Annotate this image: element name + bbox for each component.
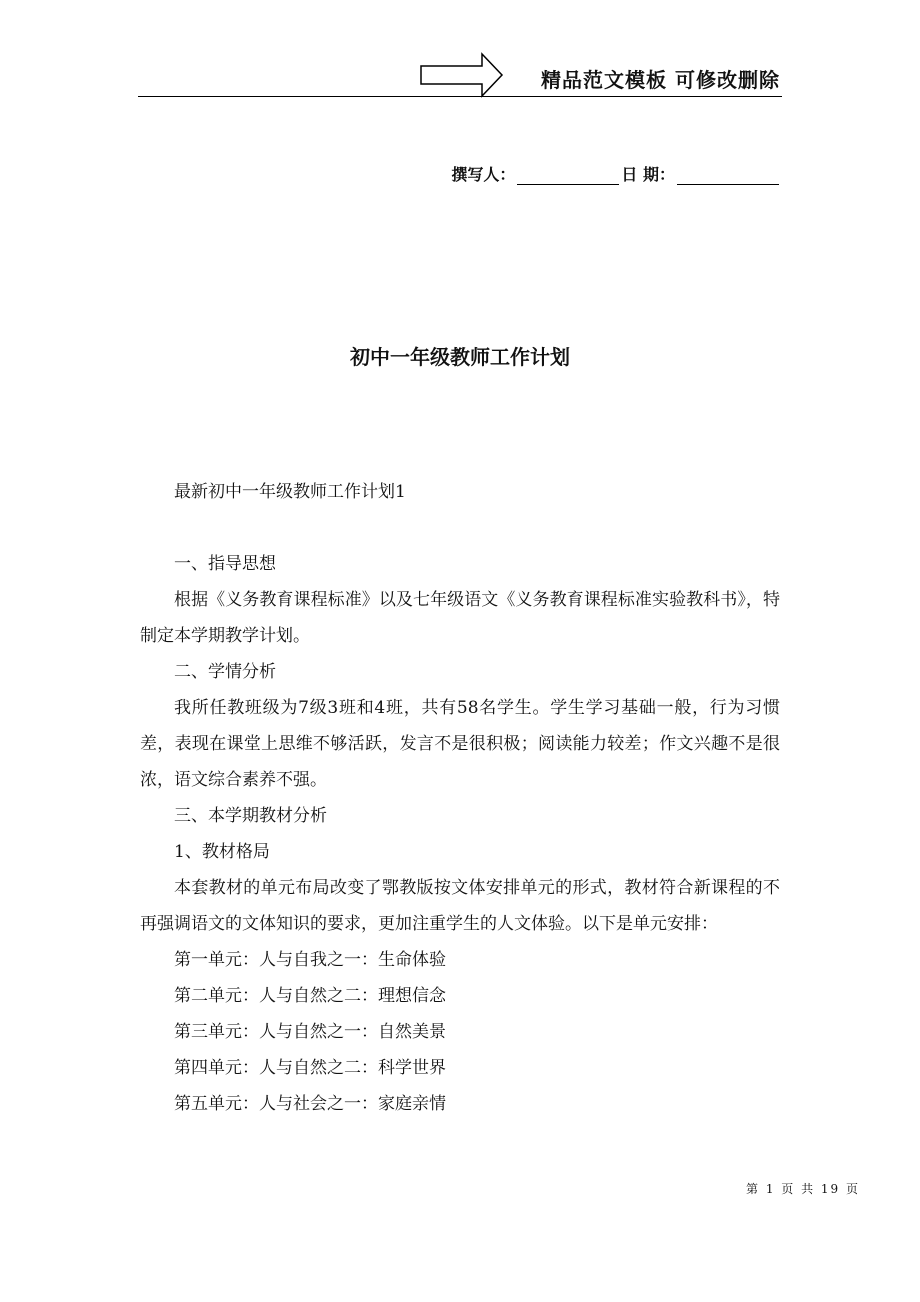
paragraph: 根据《义务教育课程标准》以及七年级语文《义务教育课程标准实验教科书》，特制定本学期教学计划。 xyxy=(140,590,780,646)
document-subtitle: 最新初中一年级教师工作计划1 xyxy=(174,482,406,502)
subsection-heading: 1、教材格局 xyxy=(174,842,270,862)
author-label: 撰写人： xyxy=(451,165,516,184)
paragraph: 我所任教班级为7级3班和4班，共有58名学生。学生学习基础一般，行为习惯差，表现在课堂上思维不够活跃，发言不是很积极；阅读能力较差；作文兴趣不是很浓，语文综合素养不强。 xyxy=(140,698,781,790)
document-title: 初中一年级教师工作计划 xyxy=(350,345,570,369)
unit-item: 第三单元：人与自然之一：自然美景 xyxy=(174,1022,446,1042)
unit-item: 第四单元：人与自然之二：科学世界 xyxy=(174,1058,446,1078)
paragraph: 本套教材的单元布局改变了鄂教版按文体安排单元的形式，教材符合新课程的不再强调语文的文体知识的要求，更加注重学生的人文体验。以下是单元安排： xyxy=(140,878,780,934)
section-heading: 二、学情分析 xyxy=(174,662,276,682)
date-label: 日 期： xyxy=(621,165,675,184)
section-heading: 三、本学期教材分析 xyxy=(174,806,327,826)
author-line xyxy=(451,162,781,185)
header-rule xyxy=(138,96,782,97)
unit-item: 第二单元：人与自然之二：理想信念 xyxy=(174,986,446,1006)
header-banner: 精品范文模板 可修改删除 xyxy=(541,68,780,92)
arrow-right-icon xyxy=(420,52,504,98)
author-blank xyxy=(517,168,619,185)
section-heading: 一、指导思想 xyxy=(174,554,276,574)
date-blank xyxy=(677,168,779,185)
page-number: 第 1 页 共 19 页 xyxy=(746,1182,860,1196)
unit-item: 第五单元：人与社会之一：家庭亲情 xyxy=(174,1094,446,1114)
document-body xyxy=(140,474,780,1122)
unit-item: 第一单元：人与自我之一：生命体验 xyxy=(174,950,446,970)
